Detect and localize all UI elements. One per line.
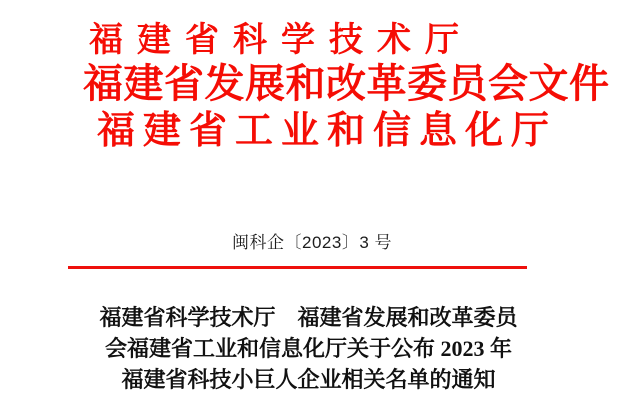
agency-name-line-2: 福建省发展和改革委员会文件 [83,62,610,106]
document-title [0,302,617,395]
document-title-line-3: 福建省科技小巨人企业相关名单的通知 [121,367,496,392]
red-divider-line [68,266,527,269]
doc-number: 闽科企〔2023〕3 号 [232,233,392,252]
agency-name-line-3: 福建省工业和信息化厅 [97,110,558,152]
document-title-line-1: 福建省科学技术厅 福建省发展和改革委员 [99,305,518,330]
agency-name-line-1: 福建省科学技术厅 [89,21,473,59]
document-title-line-2: 会福建省工业和信息化厅关于公布 2023 年 [104,336,512,361]
